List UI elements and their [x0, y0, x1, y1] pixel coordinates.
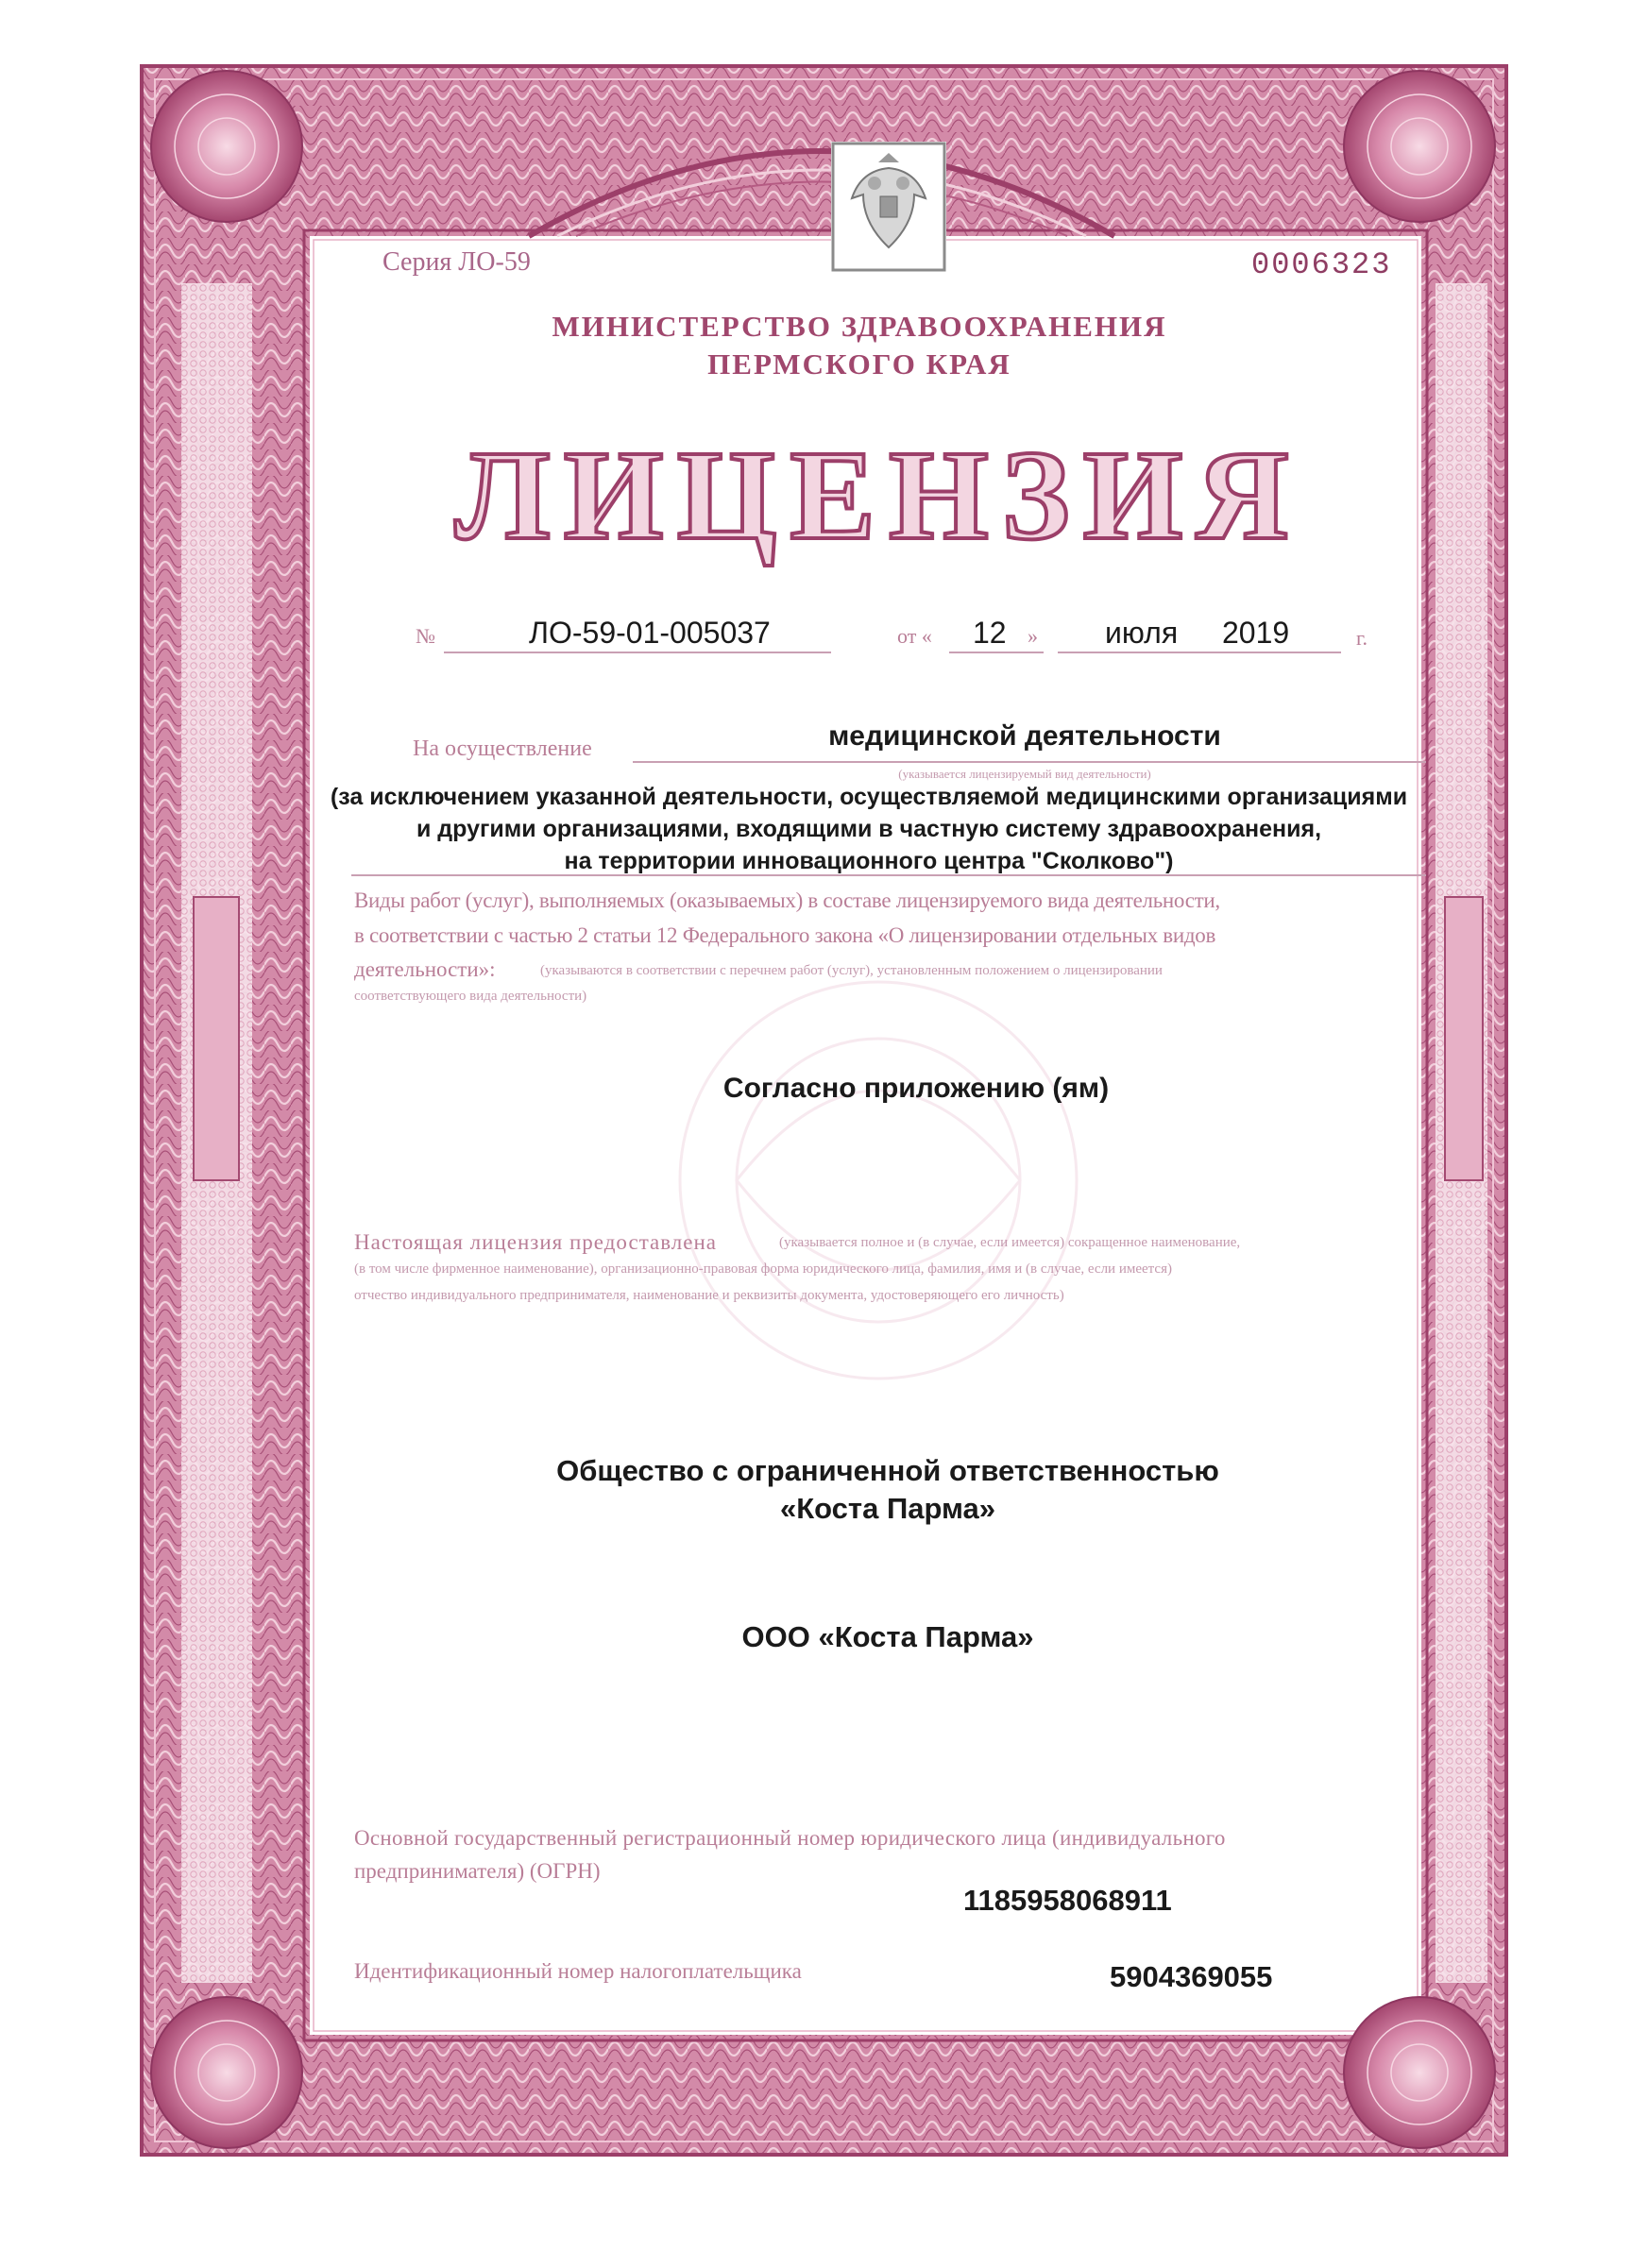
- ministry-name-line2: ПЕРМСКОГО КРАЯ: [707, 347, 1011, 381]
- ogrn-label-line1: Основной государственный регистрационный номер юридического лица (индивидуального: [354, 1826, 1226, 1850]
- licensee-short-name: ООО «Коста Парма»: [741, 1620, 1034, 1653]
- year-suffix: г.: [1356, 626, 1368, 650]
- license-day: 12: [973, 616, 1007, 650]
- license-month: июля: [1105, 616, 1179, 650]
- date-from-label: от «: [897, 624, 932, 648]
- licensee-hint3: отчество индивидуального предпринимателя, наименование и реквизиты документа, удостоверяющего его личность): [354, 1288, 1064, 1303]
- russian-coat-of-arms-icon: [831, 142, 946, 272]
- license-number: ЛО-59-01-005037: [529, 616, 771, 650]
- date-close-quote: »: [1028, 624, 1038, 648]
- activity-exclusion-line1: (за исключением указанной деятельности, осуществляемой медицинскими организациями: [330, 784, 1408, 810]
- works-value: Согласно приложению (ям): [722, 1073, 1110, 1104]
- inn-value: 5904369055: [1110, 1960, 1273, 1993]
- form-number: 0006323: [1251, 247, 1392, 282]
- licensee-hint1: (указывается полное и (в случае, если имеется) сокращенное наименование,: [779, 1235, 1241, 1250]
- works-line3-hint: (указываются в соответствии с перечнем работ (услуг), установленным положением о лицензировании: [540, 963, 1163, 978]
- ministry-name-line1: МИНИСТЕРСТВО ЗДРАВООХРАНЕНИЯ: [552, 310, 1167, 343]
- works-line1: Виды работ (услуг), выполняемых (оказываемых) в составе лицензируемого вида деятельности,: [354, 889, 1220, 912]
- works-line4-hint: соответствующего вида деятельности): [354, 989, 587, 1004]
- document-title: ЛИЦЕНЗИЯ: [454, 425, 1302, 567]
- series: Серия ЛО-59: [382, 247, 531, 277]
- licensee-full-name-line2: «Коста Парма»: [779, 1492, 996, 1525]
- ogrn-value: 1185958068911: [963, 1884, 1172, 1917]
- activity-label: На осуществление: [413, 736, 592, 761]
- licensee-hint2: (в том числе фирменное наименование), организационно-правовая форма юридического лица, фамилия, имя и (в случае, если имеется): [354, 1261, 1172, 1277]
- ogrn-label-line2: предпринимателя) (ОГРН): [354, 1859, 601, 1883]
- activity-hint: (указывается лицензируемый вид деятельности): [898, 767, 1151, 781]
- activity-exclusion-line3: на территории инновационного центра "Сколково"): [564, 848, 1174, 874]
- emblem: [831, 142, 946, 272]
- inn-label: Идентификационный номер налогоплательщика: [354, 1959, 802, 1983]
- license-year: 2019: [1222, 616, 1290, 650]
- activity-exclusion-line2: и другими организациями, входящими в частную систему здравоохранения,: [416, 816, 1322, 842]
- licensee-lead: Настоящая лицензия предоставлена: [354, 1230, 717, 1254]
- works-line3-lead: деятельности»:: [354, 957, 496, 981]
- licensee-full-name-line1: Общество с ограниченной ответственностью: [556, 1454, 1219, 1487]
- works-line2: в соответствии с частью 2 статьи 12 Федерального закона «О лицензировании отдельных видов: [354, 923, 1216, 947]
- license-number-label: №: [416, 624, 435, 648]
- activity-value: медицинской деятельности: [828, 720, 1221, 752]
